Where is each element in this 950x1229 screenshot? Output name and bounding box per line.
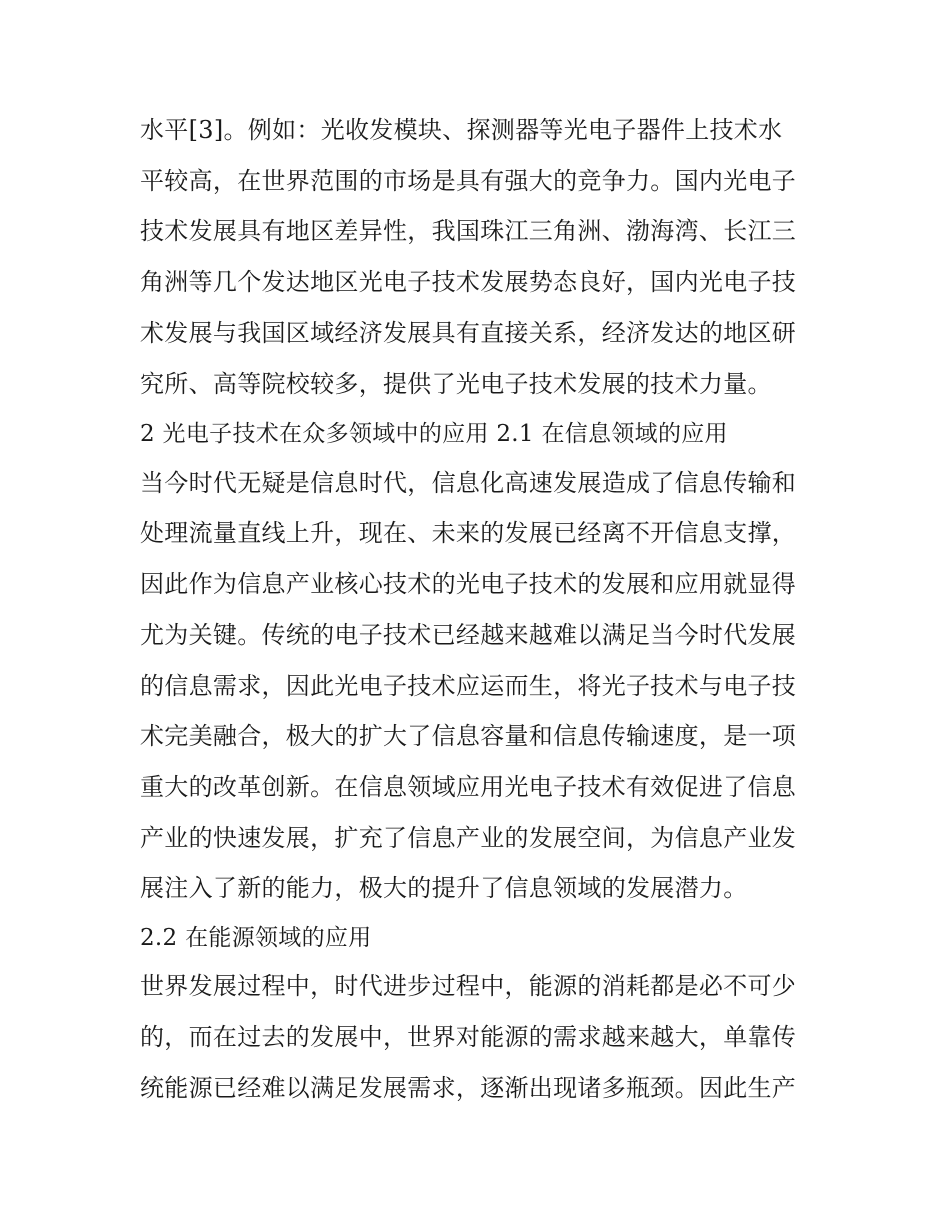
paragraph-line: 处理流量直线上升，现在、未来的发展已经离不开信息支撑， xyxy=(140,519,797,547)
section-heading: 2 光电子技术在众多领域中的应用 2.1 在信息领域的应用 xyxy=(140,421,728,447)
paragraph-line: 产业的快速发展，扩充了信息产业的发展空间，为信息产业发 xyxy=(140,824,797,852)
paragraph-line: 因此作为信息产业核心技术的光电子技术的发展和应用就显得 xyxy=(140,570,797,598)
paragraph-line: 角洲等几个发达地区光电子技术发展势态良好，国内光电子技 xyxy=(140,268,797,296)
paragraph-line: 当今时代无疑是信息时代，信息化高速发展造成了信息传输和 xyxy=(140,469,797,497)
paragraph-line: 技术发展具有地区差异性，我国珠江三角洲、渤海湾、长江三 xyxy=(140,217,797,245)
paragraph-line: 术完美融合，极大的扩大了信息容量和信息传输速度，是一项 xyxy=(140,722,797,750)
paragraph-line: 的信息需求，因此光电子技术应运而生，将光子技术与电子技 xyxy=(140,672,797,700)
paragraph-line: 重大的改革创新。在信息领域应用光电子技术有效促进了信息 xyxy=(140,773,797,801)
paragraph-line: 统能源已经难以满足发展需求，逐渐出现诸多瓶颈。因此生产 xyxy=(140,1074,797,1102)
section-heading: 2.2 在能源领域的应用 xyxy=(140,925,372,951)
paragraph-line: 世界发展过程中，时代进步过程中，能源的消耗都是必不可少 xyxy=(140,972,797,1000)
paragraph-line: 的，而在过去的发展中，世界对能源的需求越来越大，单靠传 xyxy=(140,1023,797,1051)
paragraph-line: 究所、高等院校较多，提供了光电子技术发展的技术力量。 xyxy=(140,370,772,398)
paragraph-line: 平较高，在世界范围的市场是具有强大的竞争力。国内光电子 xyxy=(140,167,797,195)
paragraph-line: 术发展与我国区域经济发展具有直接关系，经济发达的地区研 xyxy=(140,319,797,347)
paragraph-line: 尤为关键。传统的电子技术已经越来越难以满足当今时代发展 xyxy=(140,621,797,649)
paragraph-line: 展注入了新的能力，极大的提升了信息领域的发展潜力。 xyxy=(140,874,748,902)
paragraph-line: 水平[3]。例如：光收发模块、探测器等光电子器件上技术水 xyxy=(140,116,783,144)
